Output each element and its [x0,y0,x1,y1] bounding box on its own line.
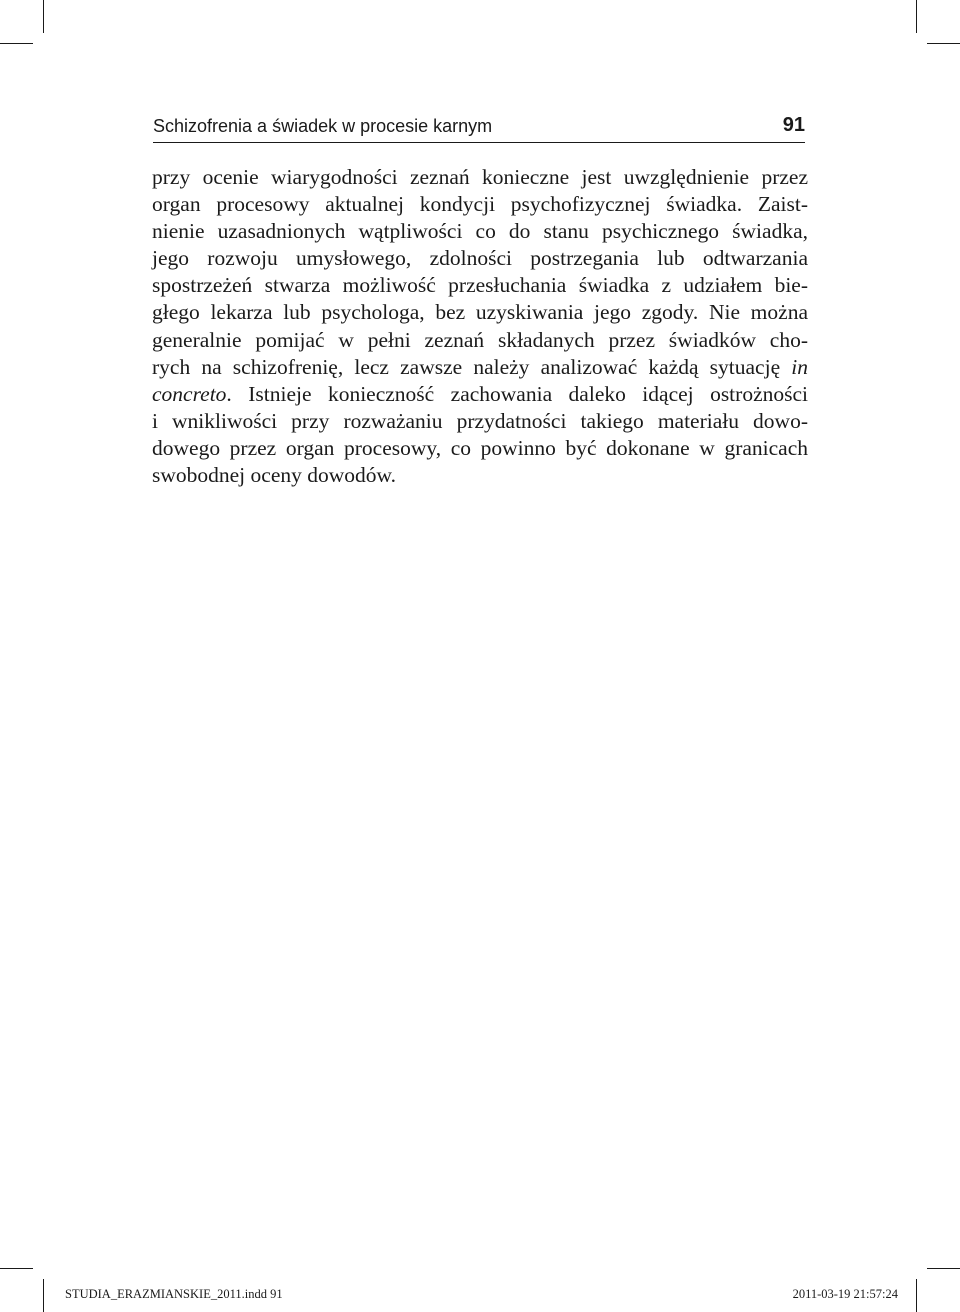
text-segment: . Istnieje konieczność zachowania daleko idącej ostrożności [226,381,808,406]
text-line: dowego przez organ procesowy, co powinno być dokonane w granicach [152,435,808,460]
text-segment: rych na schizofrenię, lecz zawsze należy analizować każdą sytuację [152,354,781,379]
text-line: swobodnej oceny dowodów. [152,463,397,488]
body-paragraph [152,164,808,489]
running-header [153,112,805,143]
text-line: jego rozwoju umysłowego, zdolności postrzegania lub odtwarzania [152,246,808,271]
italic-term: in [791,354,809,379]
crop-mark-bottom-left-vertical [43,1279,44,1312]
text-line: przy ocenie wiarygodności zeznań konieczne jest uwzględnienie przez [152,165,808,189]
crop-mark-top-right-horizontal [927,43,960,44]
crop-mark-bottom-right-vertical [916,1279,917,1312]
italic-term: concreto [152,381,227,406]
text-line: generalnie pomijać w pełni zeznań składanych przez świadków cho- [152,327,808,352]
crop-mark-top-left-vertical [43,0,44,33]
text-line: i wnikliwości przy rozważaniu przydatności takiego materiału dowo- [152,408,808,433]
text-line: spostrzeżeń stwarza możliwość przesłuchania świadka z udziałem bie- [152,273,808,298]
text-line [152,381,808,408]
text-line: organ procesowy aktualnej kondycji psychofizycznej świadka. Zaist- [152,192,808,217]
crop-mark-bottom-left-horizontal [0,1268,33,1269]
crop-mark-top-right-vertical [916,0,917,33]
crop-mark-top-left-horizontal [0,43,33,44]
text-line: nienie uzasadnionych wątpliwości co do stanu psychicznego świadka, [152,219,808,244]
timestamp-slug: 2011-03-19 21:57:24 [792,1287,898,1301]
running-title: Schizofrenia a świadek w procesie karnym [153,116,493,136]
page-number: 91 [782,114,805,136]
text-line [152,354,808,381]
crop-mark-bottom-right-horizontal [927,1268,960,1269]
text-line: głego lekarza lub psychologa, bez uzyskiwania jego zgody. Nie można [152,300,808,325]
file-slug: STUDIA_ERAZMIANSKIE_2011.indd 91 [65,1287,283,1301]
